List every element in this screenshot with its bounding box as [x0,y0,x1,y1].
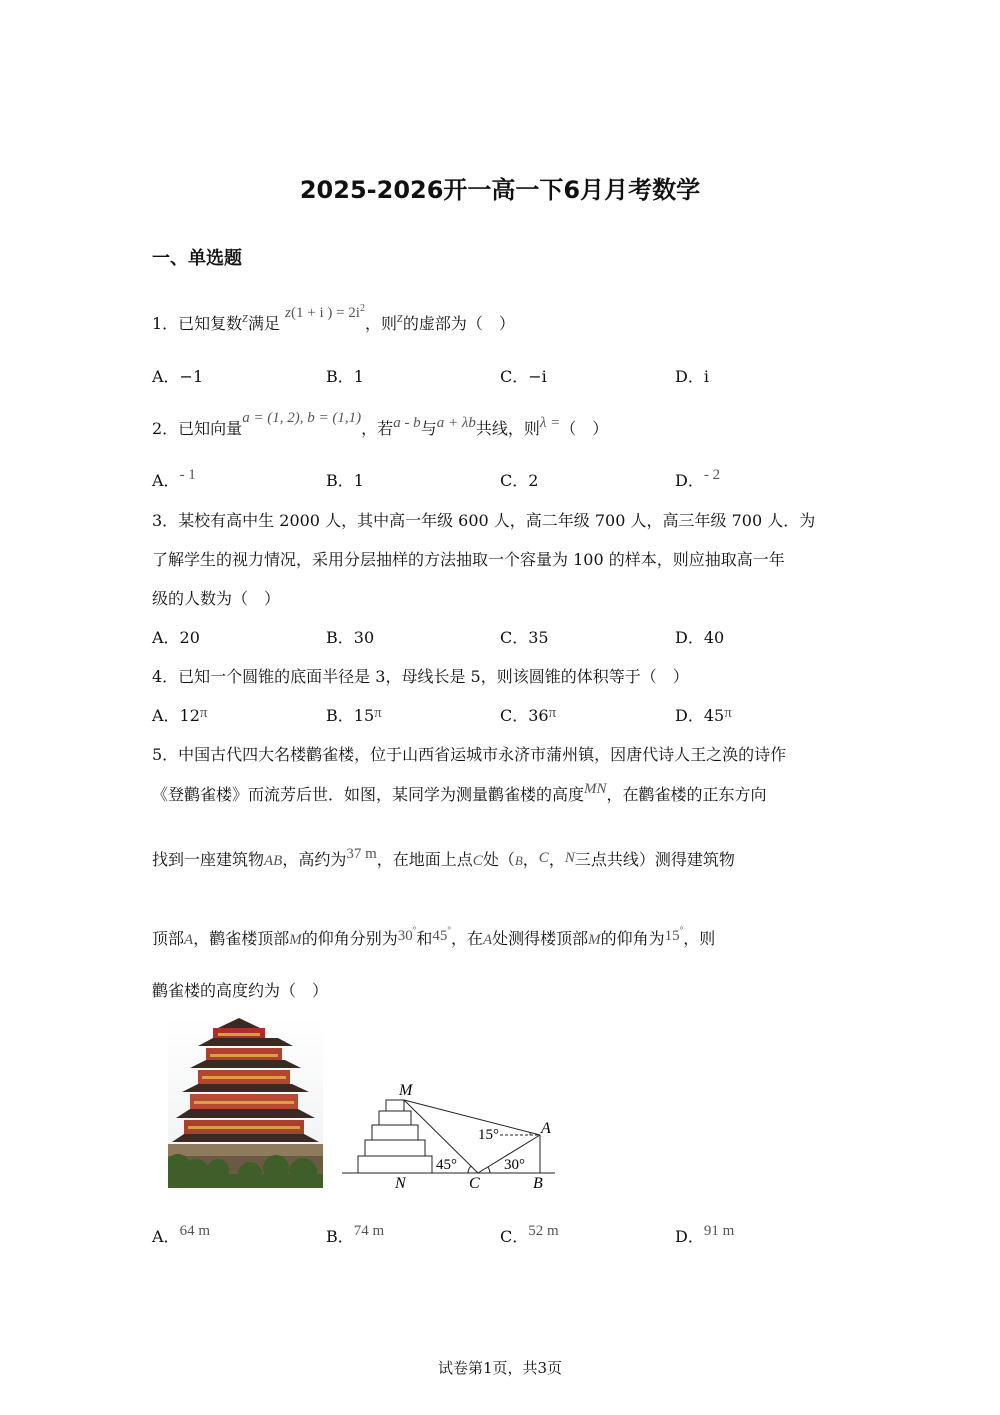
q4-option-a-pi: π [199,705,208,721]
q3-line-3: 级的人数为（ ） [152,589,281,608]
q5-var-c: C [472,853,483,869]
tower-photo [168,1016,323,1188]
q4-option-b [326,703,382,726]
label-15deg: 15° [478,1127,499,1143]
stepped-building [358,1100,432,1173]
q3-option-d: D．40 [675,628,725,647]
label-c: C [469,1175,480,1192]
q5-line-3e: 三点共线）测得建筑物 [574,850,735,869]
q5-line-2b: ，在鹳雀楼的正东方向 [606,785,767,804]
q1-equation [285,302,365,321]
geometry-diagram [340,1078,565,1193]
q5-option-a-label: A． [152,1227,180,1246]
page-title: 2025-2026开一高一下6月月考数学 [299,176,701,204]
label-b: B [533,1175,543,1192]
q5-var-n: N [564,850,575,866]
q4-option-d-pi: π [724,705,732,721]
label-n: N [395,1175,406,1192]
q2-option-d-label: D． [675,471,704,490]
q5-angle-30 [397,925,417,944]
q2-option-a-label: A． [152,471,180,490]
q5-line-3 [152,847,735,870]
q5-line-5: 鹳雀楼的高度约为（ ） [152,981,329,1000]
q5-line-2a: 《登鹳雀楼》而流芳后世．如图，某同学为测量鹳雀楼的高度 [152,785,585,804]
q1-option-d: D．i [675,367,709,386]
q5-var-b: B [514,853,523,868]
q5-line-4g: ，则 [683,929,716,948]
q5-line-3c: ，在地面上点 [376,850,473,869]
page-footer: 试卷第1页，共3页 [437,1359,563,1377]
q4-option-d-label: D．45 [675,706,725,725]
q5-option-b [326,1224,384,1247]
q5-option-a [152,1224,210,1247]
q4-option-b-pi: π [374,705,382,721]
q2-option-b: B．1 [326,471,364,490]
q1-suffix2: 的虚部为（ ） [402,314,515,333]
q1-prefix: 1．已知复数 [152,314,243,333]
q5-line-4e: 处测得楼顶部 [492,929,589,948]
q5-var-c2: C [538,850,549,866]
q5-line-2 [152,782,767,805]
q2-option-d [675,468,720,491]
q1-suffix1: ，则 [364,314,397,333]
q5-angle-30-deg: ° [412,925,417,935]
q5-option-b-value: 74 m [353,1223,385,1239]
q3-option-b: B．30 [326,628,375,647]
q2-option-d-value: - 2 [703,467,721,483]
q5-option-d-value: 91 m [703,1223,735,1239]
q2-with: 与 [420,419,437,438]
q5-height-37: 37 m [346,846,377,862]
q1-mid: 满足 [248,314,281,333]
q2-prefix: 2．已知向量 [152,419,243,438]
q1-eq-body: (1 + i ) = 2i [290,305,360,321]
q4-option-c-pi: π [548,705,557,721]
question-1 [152,303,515,334]
q5-var-m: M [289,932,302,948]
q5-line-4c: 的仰角分别为 [301,929,398,948]
q5-line-1: 5．中国古代四大名楼鹳雀楼，位于山西省运城市永济市蒲州镇，因唐代诗人王之涣的诗作 [152,745,787,764]
q1-option-b: B．1 [326,367,364,386]
label-30deg: 30° [504,1157,525,1173]
section-heading: 一、单选题 [152,248,242,269]
q5-line-3a: 找到一座建筑物 [152,850,265,869]
q5-var-a2: A [482,932,493,948]
q4-option-a-label: A．12 [152,706,200,725]
q5-var-a: A [184,932,194,948]
q5-comma-1: ， [522,850,539,869]
q1-var-z2: z [397,310,403,326]
q3-line-1: 3．某校有高中生 2000 人，其中高一年级 600 人，高二年级 700 人，高三年级 700 人．为 [152,511,816,530]
q5-line-4 [152,926,715,949]
label-m: M [399,1082,413,1099]
arc-30 [488,1167,490,1173]
q5-option-c-value: 52 m [528,1223,559,1239]
q2-option-a-value: - 1 [179,467,196,483]
q5-angle-45-value: 45 [432,928,448,944]
q5-var-mn: MN [584,781,607,797]
q3-option-a: A．20 [152,628,200,647]
q1-var-z: z [242,310,249,326]
q5-var-m2: M [588,932,601,948]
q5-angle-45-deg: ° [447,925,451,935]
q1-option-a: A．−1 [152,367,204,386]
q5-line-3b: ，高约为 [282,850,347,869]
q5-angle-15 [664,925,684,944]
q2-expr2: a + λb [436,415,476,431]
q2-mid: ，若 [361,419,394,438]
q5-var-ab: AB [264,853,283,869]
q5-angle-30-value: 30 [397,928,413,944]
q2-option-c: C．2 [500,471,539,490]
q1-eq-z: z [285,305,291,321]
line-ma [404,1100,540,1135]
q5-option-d [675,1224,734,1247]
q2-expr1: a - b [393,415,421,431]
q3-option-c: C．35 [500,628,549,647]
label-a: A [541,1120,551,1137]
q1-eq-exp: 2 [359,303,365,314]
q2-suffix1: 共线，则 [475,419,540,438]
q4-option-c-label: C．36 [500,706,549,725]
q5-option-d-label: D． [675,1227,704,1246]
q1-option-c: C．−i [500,367,547,386]
q2-suffix2: （ ） [560,419,609,438]
q5-angle-15-value: 15 [664,928,680,944]
q4-option-b-label: B．15 [326,706,375,725]
arc-45 [468,1166,471,1173]
q2-option-a [152,468,196,491]
q5-option-c [500,1224,559,1247]
q5-option-c-label: C． [500,1227,529,1246]
label-45deg: 45° [436,1157,457,1173]
q5-line-4a: 顶部 [152,929,185,948]
q5-line-4b: ，鹳雀楼顶部 [193,929,290,948]
q4-option-c [500,703,556,726]
question-4: 4．已知一个圆锥的底面半径是 3，母线长是 5，则该圆锥的体积等于（ ） [152,667,689,686]
q5-angle-15-deg: ° [679,925,684,935]
q4-option-d [675,703,732,726]
q5-option-a-value: 64 m [179,1223,210,1239]
q4-option-a [152,703,208,726]
question-2 [152,410,609,439]
q5-angle-45 [432,925,451,944]
q5-line-4d: ，在 [450,929,483,948]
q5-comma-2: ， [548,850,565,869]
q5-line-4f: 的仰角为 [600,929,665,948]
q3-line-2: 了解学生的视力情况，采用分层抽样的方法抽取一个容量为 100 的样本，则应抽取高一年 [152,550,785,569]
q5-option-b-label: B． [326,1227,354,1246]
q5-and: 和 [416,929,433,948]
q2-vectors: a = (1, 2), b = (1,1) [242,410,362,426]
q2-lambda: λ = [539,415,561,431]
q5-line-3d: 处（ [482,850,515,869]
